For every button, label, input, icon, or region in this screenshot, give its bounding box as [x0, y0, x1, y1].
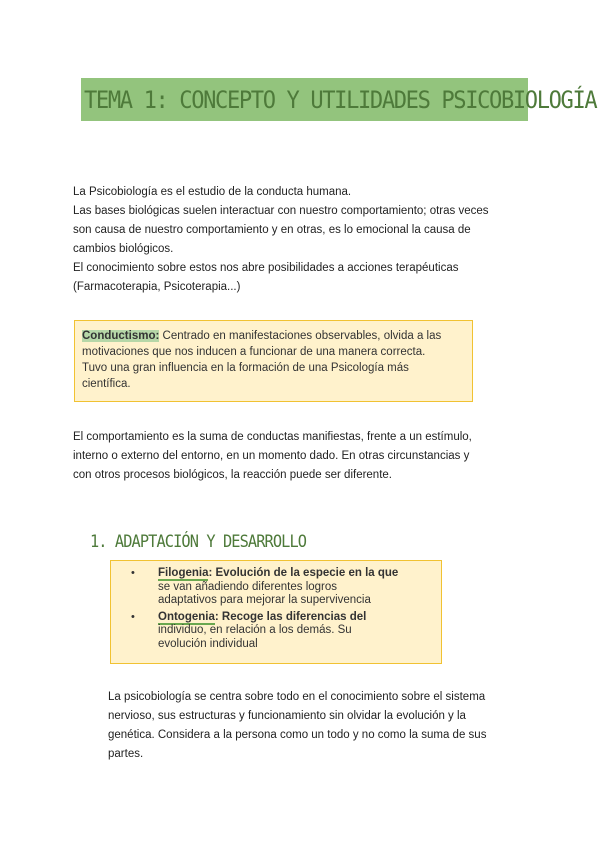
intro-line: son causa de nuestro comportamiento y en otras, es lo emocional la causa de	[73, 224, 471, 236]
intro-line: cambios biológicos.	[73, 243, 174, 255]
behavior-line: con otros procesos biológicos, la reacción puede ser diferente.	[73, 469, 392, 481]
closing-line: genética. Considera a la persona como un todo y no como la suma de sus	[108, 729, 487, 741]
list-item	[111, 611, 441, 652]
list-item	[111, 567, 441, 608]
closing-line: partes.	[108, 748, 144, 760]
bullet-icon: •	[131, 567, 135, 579]
filogenia-term: Filogenia	[158, 567, 209, 579]
list-item-line: adaptativos para mejorar la supervivencia	[158, 594, 371, 606]
bullet-icon: •	[131, 610, 135, 623]
conductismo-line: científica.	[82, 378, 131, 390]
intro-line: Las bases biológicas suelen interactuar con nuestro comportamiento; otras veces	[73, 205, 489, 217]
behavior-line: El comportamiento es la suma de conductas manifiestas, frente a un estímulo,	[73, 431, 472, 443]
section-heading: 1. ADAPTACIÓN Y DESARROLLO	[90, 532, 307, 552]
closing-line: nervioso, sus estructuras y funcionamiento sin olvidar la evolución y la	[108, 710, 466, 722]
conductismo-term: Conductismo:	[82, 330, 160, 342]
ontogenia-term: Ontogenia	[158, 610, 215, 623]
adaptation-note	[110, 560, 442, 664]
intro-line: (Farmacoterapia, Psicoterapia...)	[73, 281, 241, 293]
intro-line: La Psicobiología es el estudio de la conducta humana.	[73, 186, 352, 198]
closing-paragraph	[108, 688, 538, 764]
conductismo-line: Tuvo una gran influencia en la formación de una Psicología más	[82, 362, 409, 374]
list-item-line: individuo, en relación a los demás. Su	[158, 624, 352, 636]
closing-line: La psicobiología se centra sobre todo en el conocimiento sobre el sistema	[108, 691, 486, 703]
list-item-line: evolución individual	[158, 637, 258, 650]
list-item-line: : Recoge las diferencias del	[214, 610, 367, 623]
conductismo-text	[82, 328, 470, 392]
intro-paragraph	[73, 183, 543, 297]
adaptation-list	[111, 567, 441, 654]
behavior-paragraph	[73, 428, 543, 485]
list-item-line: se van añadiendo diferentes logros	[158, 580, 338, 593]
list-item-line: : Evolución de la especie en la que	[208, 567, 399, 579]
conductismo-note	[74, 320, 473, 402]
intro-line: El conocimiento sobre estos nos abre posibilidades a acciones terapéuticas	[73, 262, 459, 274]
conductismo-line: motivaciones que nos inducen a funcionar de una manera correcta.	[82, 346, 426, 358]
page-title: TEMA 1: CONCEPTO Y UTILIDADES PSICOBIOLOGÍA	[84, 86, 597, 114]
behavior-line: interno o externo del entorno, en un momento dado. En otras circunstancias y	[73, 450, 470, 462]
conductismo-line: Centrado en manifestaciones observables, olvida a las	[162, 330, 442, 342]
